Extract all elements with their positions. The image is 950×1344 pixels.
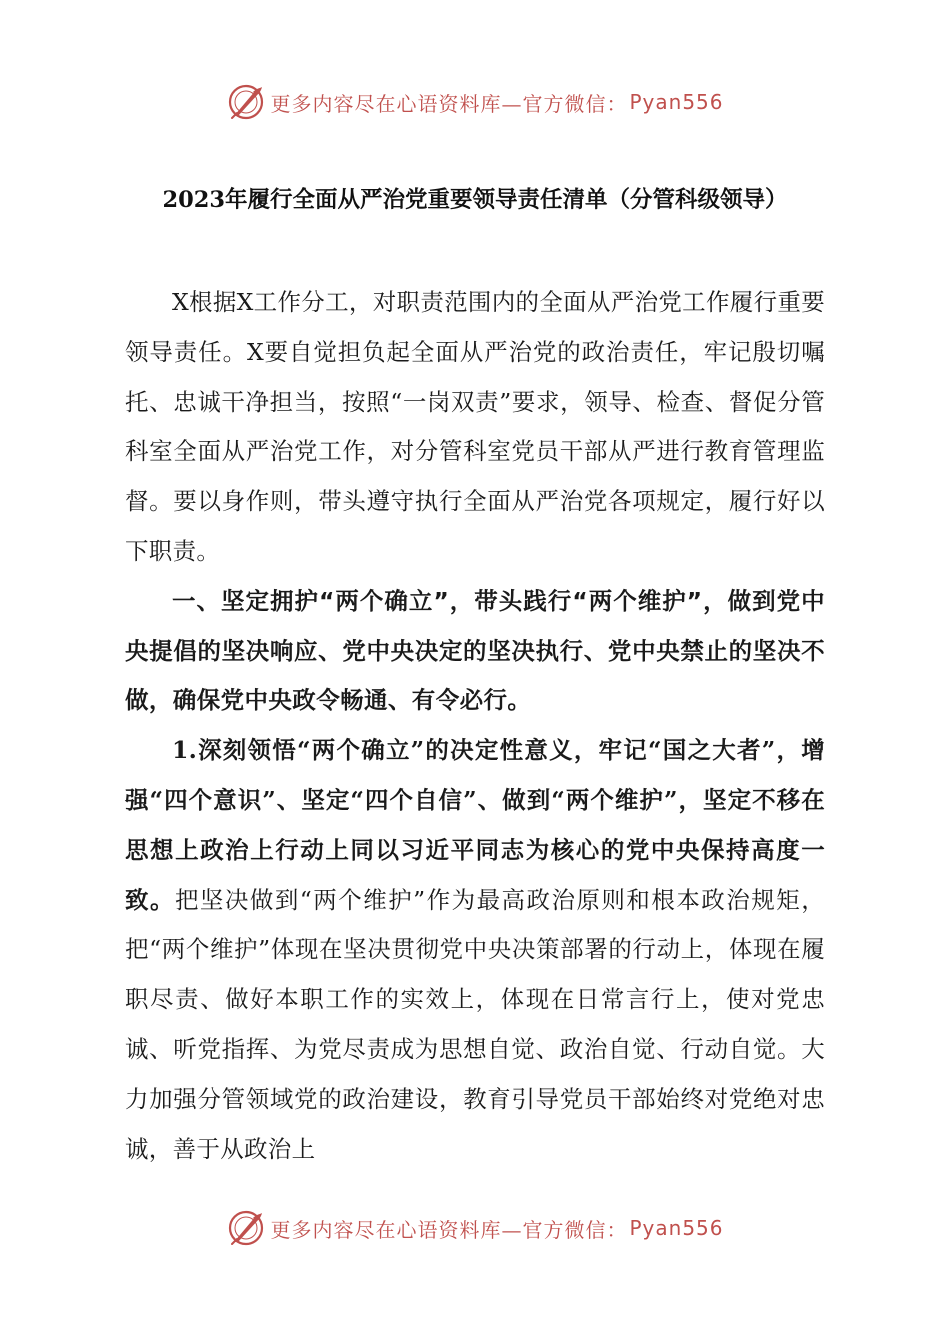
section-1-heading: 一、坚定拥护“两个确立”，带头践行“两个维护”，做到党中央提倡的坚决响应、党中央决定的坚决执行、党中央禁止的坚决不做，确保党中央政令畅通、有令必行。 (125, 586, 825, 715)
watermark-wechat-id: Pyan556 (629, 1216, 724, 1240)
document-body (125, 278, 825, 1174)
item-1-paragraph (125, 726, 825, 1174)
item-1-lead: 1.深刻领悟“两个确立”的决定性意义，牢记“国之大者”，增强“四个意识”、坚定“四个自信”、做到“两个维护”，坚定不移在思想上政治上行动上同以习近平同志为核心的党中央保持高度一致。 (125, 736, 825, 914)
watermark-brand-text: 更多内容尽在心语资料库—官方微信： (270, 1217, 628, 1242)
quill-logo-icon (226, 1208, 266, 1248)
document-title: 2023年履行全面从严治党重要领导责任清单（分管科级领导） (162, 187, 788, 213)
watermark-brand-text: 更多内容尽在心语资料库—官方微信： (270, 91, 628, 116)
header-watermark (0, 80, 950, 124)
footer-watermark (0, 1206, 950, 1250)
intro-paragraph: X根据X工作分工，对职责范围内的全面从严治党工作履行重要领导责任。X要自觉担负起全面从严治党的政治责任，牢记殷切嘱托、忠诚干净担当，按照“一岗双责”要求，领导、检查、督促分管科室全面从严治党工作，对分管科室党员干部从严进行教育管理监督。要以身作则，带头遵守执行全面从严治党各项规定，履行好以下职责。 (125, 288, 825, 565)
quill-logo-icon (226, 82, 266, 122)
watermark-wechat-id: Pyan556 (629, 90, 724, 114)
item-1-body: 把坚决做到“两个维护”作为最高政治原则和根本政治规矩，把“两个维护”体现在坚决贯彻党中央决策部署的行动上，体现在履职尽责、做好本职工作的实效上，体现在日常言行上，使对党忠诚、听党指挥、为党尽责成为思想自觉、政治自觉、行动自觉。大力加强分管领域党的政治建设，教育引导党员干部始终对党绝对忠诚，善于从政治上 (125, 885, 825, 1163)
